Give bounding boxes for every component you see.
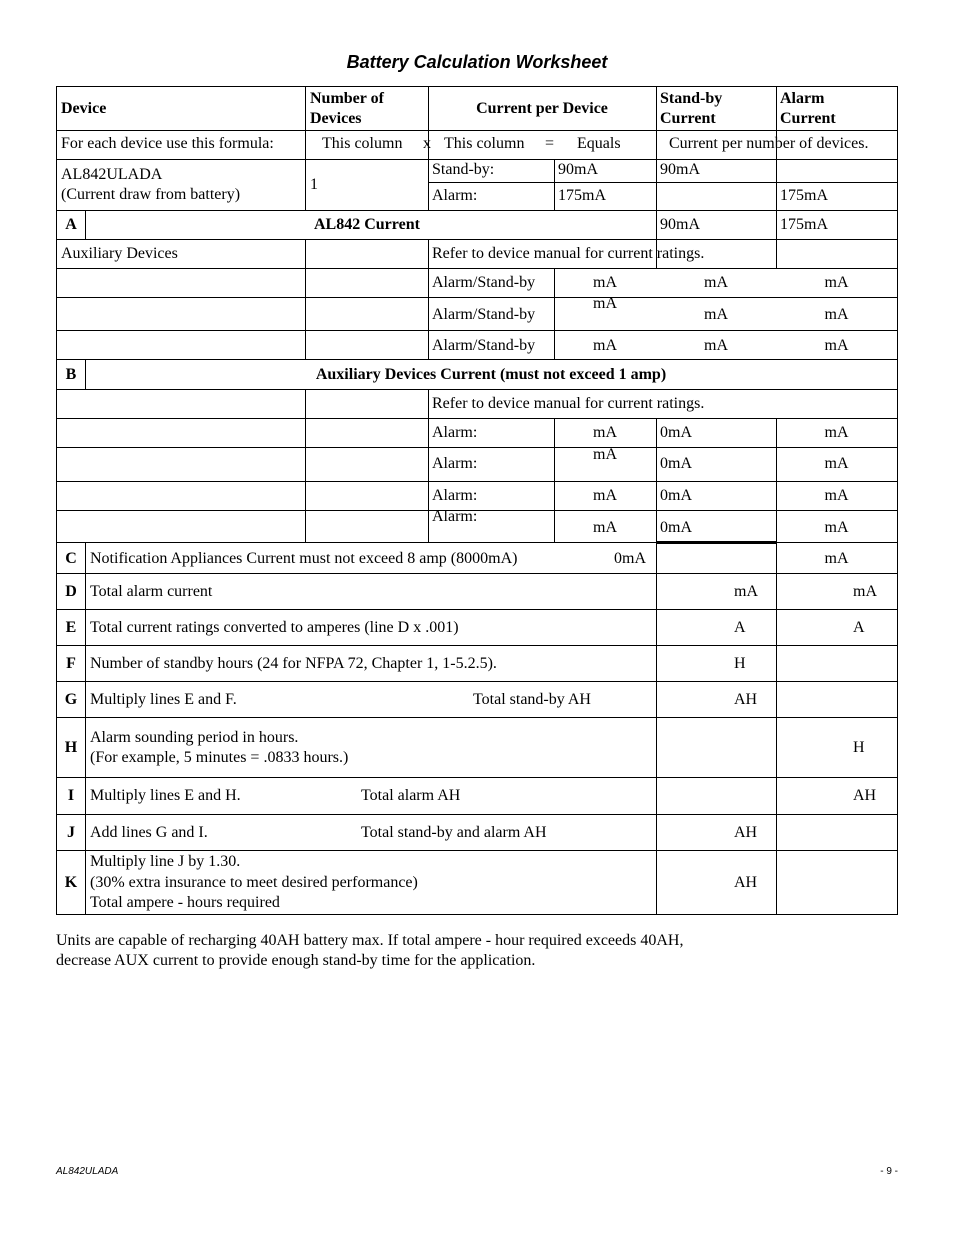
col-divider	[428, 389, 429, 418]
notif-row-1-value: mA	[593, 424, 617, 441]
aux-note: Refer to device manual for current ratings.	[432, 245, 705, 262]
header-alarm-1: Alarm	[780, 90, 825, 107]
line-k-standby: AH	[734, 874, 758, 891]
col-divider	[305, 389, 306, 418]
notif-row-3-standby: 0mA	[660, 487, 692, 504]
line-a-label: AL842 Current	[314, 216, 420, 233]
line-h-label-2: (For example, 5 minutes = .0833 hours.)	[90, 749, 349, 766]
footer-model: AL842ULADA	[56, 1166, 119, 1177]
col-divider	[428, 239, 429, 268]
notif-row-1-alarm: mA	[824, 424, 849, 441]
line-h-alarm: H	[853, 739, 865, 756]
row-divider	[57, 268, 897, 269]
row-divider	[57, 717, 897, 718]
col-divider	[428, 418, 429, 542]
row-divider	[57, 130, 897, 131]
footnote-line-1: Units are capable of recharging 40AH battery max. If total ampere - hour required exceeds 40AH,	[56, 932, 684, 949]
aux-row-3-alarm: mA	[824, 337, 849, 354]
al842-alarm-label: Alarm:	[432, 187, 478, 204]
aux-label: Auxiliary Devices	[61, 245, 178, 262]
row-divider	[57, 359, 897, 360]
notif-row-4-type: Alarm:	[432, 508, 478, 525]
col-divider	[305, 239, 306, 268]
notif-row-2-type: Alarm:	[432, 455, 478, 472]
footnote	[56, 931, 906, 971]
header-current-per-device: Current per Device	[476, 100, 608, 117]
row-divider	[57, 239, 897, 240]
line-c-label: Notification Appliances Current must not exceed 8 amp (8000mA)	[90, 550, 518, 567]
line-a-letter: A	[65, 216, 77, 233]
line-g-letter: G	[64, 691, 78, 708]
row-divider	[57, 850, 897, 851]
line-e-letter: E	[65, 619, 77, 636]
row-divider	[57, 210, 897, 211]
al842-name: AL842ULADA	[61, 166, 163, 183]
line-c-letter: C	[65, 550, 77, 567]
row-divider	[57, 447, 897, 448]
line-b-label: Auxiliary Devices Current (must not exceed 1 amp)	[315, 366, 667, 383]
aux-row-2-standby: mA	[704, 306, 728, 323]
notif-row-2-value: mA	[593, 446, 617, 463]
aux-row-3-standby: mA	[704, 337, 728, 354]
line-i-total: Total alarm AH	[361, 787, 461, 804]
col-divider	[428, 268, 429, 359]
col-divider	[305, 87, 306, 210]
line-j-total: Total stand-by and alarm AH	[361, 824, 547, 841]
row-divider	[776, 542, 897, 543]
row-divider	[57, 389, 897, 390]
formula-this-column-a: This column	[322, 135, 403, 152]
line-k-label-1: Multiply line J by 1.30.	[90, 853, 241, 870]
header-standby-2: Current	[660, 110, 716, 127]
line-j-label: Add lines G and I.	[90, 824, 208, 841]
notif-row-3-value: mA	[593, 487, 617, 504]
aux-row-3-value: mA	[593, 337, 617, 354]
aux-row-3-type: Alarm/Stand-by	[432, 337, 536, 354]
col-divider	[85, 542, 86, 914]
line-i-letter: I	[67, 787, 75, 804]
header-number-of-devices-1: Number of	[310, 90, 384, 107]
header-number-of-devices-2: Devices	[310, 110, 362, 127]
row-divider	[57, 573, 897, 574]
line-k-letter: K	[64, 874, 78, 891]
line-g-label: Multiply lines E and F.	[90, 691, 237, 708]
notif-row-1-type: Alarm:	[432, 424, 478, 441]
aux-row-1-alarm: mA	[824, 274, 849, 291]
page-title: Battery Calculation Worksheet	[346, 52, 608, 72]
notif-row-4-alarm: mA	[824, 519, 849, 536]
notif-row-4-standby: 0mA	[660, 519, 692, 536]
line-f-label: Number of standby hours (24 for NFPA 72, Chapter 1, 1-5.2.5).	[90, 655, 497, 672]
line-d-label: Total alarm current	[90, 583, 213, 600]
al842-alarm-value: 175mA	[558, 187, 606, 204]
notif-note: Refer to device manual for current ratings.	[432, 395, 705, 412]
row-divider	[57, 297, 897, 298]
notif-row-2-standby: 0mA	[660, 455, 692, 472]
col-divider	[656, 542, 657, 914]
line-k-label-3: Total ampere - hours required	[90, 894, 280, 911]
line-j-letter: J	[67, 824, 75, 841]
line-b-letter: B	[65, 366, 77, 383]
col-divider	[305, 268, 306, 359]
line-i-label: Multiply lines E and H.	[90, 787, 241, 804]
line-f-standby: H	[734, 655, 746, 672]
al842-standby-label: Stand-by:	[432, 161, 495, 178]
al842-desc: (Current draw from battery)	[61, 186, 241, 203]
formula-eq: =	[545, 135, 555, 152]
notif-row-3-type: Alarm:	[432, 487, 478, 504]
al842-alarm-total: 175mA	[780, 187, 828, 204]
line-d-letter: D	[65, 583, 77, 600]
header-standby-1: Stand-by	[660, 90, 723, 107]
line-e-label: Total current ratings converted to amperes (line D x .001)	[90, 619, 459, 636]
row-divider	[57, 418, 897, 419]
line-i-alarm: AH	[853, 787, 877, 804]
col-divider	[776, 87, 777, 268]
al842-standby-total: 90mA	[660, 161, 700, 178]
col-divider	[85, 210, 86, 239]
line-h-label-1: Alarm sounding period in hours.	[90, 729, 299, 746]
thick-divider	[656, 541, 776, 544]
col-divider	[305, 418, 306, 542]
aux-row-1-type: Alarm/Stand-by	[432, 274, 536, 291]
footnote-line-2: decrease AUX current to provide enough stand-by time for the application.	[56, 952, 536, 969]
battery-worksheet-table	[56, 86, 898, 915]
formula-equals: Equals	[577, 135, 621, 152]
col-divider	[656, 87, 657, 268]
line-e-alarm: A	[853, 619, 865, 636]
notif-row-3-alarm: mA	[824, 487, 849, 504]
aux-row-1-standby: mA	[704, 274, 728, 291]
al842-standby-value: 90mA	[558, 161, 598, 178]
line-d-alarm: mA	[853, 583, 877, 600]
formula-result: Current per number of devices.	[669, 135, 869, 152]
aux-row-2-alarm: mA	[824, 306, 849, 323]
line-a-standby: 90mA	[660, 216, 700, 233]
formula-label: For each device use this formula:	[61, 135, 274, 152]
notif-row-1-standby: 0mA	[660, 424, 692, 441]
col-divider	[656, 418, 657, 542]
footer-page-number: - 9 -	[880, 1166, 898, 1177]
header-device: Device	[61, 100, 107, 117]
col-divider	[554, 159, 555, 210]
row-divider	[57, 645, 897, 646]
line-c-standby: 0mA	[614, 550, 646, 567]
row-divider	[428, 182, 897, 183]
notif-row-2-alarm: mA	[824, 455, 849, 472]
line-a-alarm: 175mA	[780, 216, 828, 233]
al842-qty: 1	[310, 176, 318, 193]
line-k-label-2: (30% extra insurance to meet desired performance)	[90, 874, 418, 891]
aux-row-2-value: mA	[593, 295, 617, 312]
row-divider	[57, 814, 897, 815]
line-e-standby: A	[734, 619, 746, 636]
row-divider	[57, 481, 897, 482]
aux-row-1-value: mA	[593, 274, 617, 291]
row-divider	[57, 330, 897, 331]
col-divider	[776, 542, 777, 914]
row-divider	[57, 681, 897, 682]
line-g-total: Total stand-by AH	[473, 691, 591, 708]
formula-this-column-b: This column	[444, 135, 525, 152]
line-g-standby: AH	[734, 691, 758, 708]
line-h-letter: H	[64, 739, 78, 756]
line-f-letter: F	[66, 655, 76, 672]
line-c-alarm: mA	[824, 550, 849, 567]
aux-row-2-type: Alarm/Stand-by	[432, 306, 536, 323]
notif-row-4-value: mA	[593, 519, 617, 536]
row-divider	[57, 542, 656, 543]
line-j-standby: AH	[734, 824, 758, 841]
line-d-standby: mA	[734, 583, 758, 600]
row-divider	[57, 609, 897, 610]
row-divider	[57, 777, 897, 778]
header-alarm-2: Current	[780, 110, 836, 127]
formula-x: x	[423, 135, 431, 152]
